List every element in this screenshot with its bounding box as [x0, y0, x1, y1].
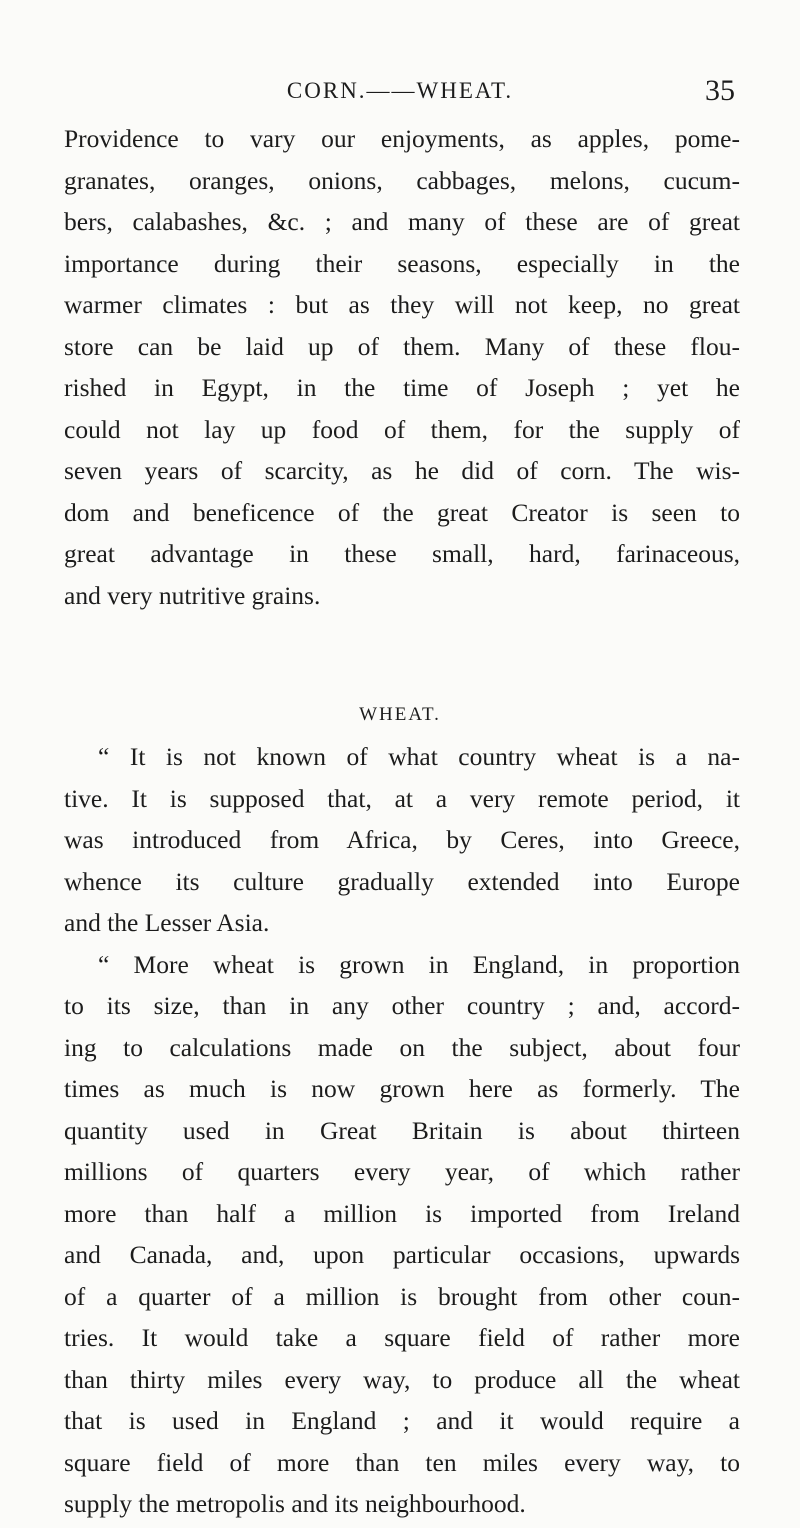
- text-line: and Canada, and, upon particular occasions, upwards: [64, 1240, 740, 1269]
- section-heading: WHEAT.: [359, 704, 441, 725]
- text-line: dom and beneficence of the great Creator is seen to: [64, 497, 740, 527]
- text-line: store can be laid up of them. Many of these flou-: [64, 331, 740, 361]
- text-line: of a quarter of a million is brought from other coun-: [64, 1281, 740, 1311]
- text-line: seven years of scarcity, as he did of corn. The wis-: [64, 456, 740, 485]
- text-line: and the Lesser Asia.: [64, 908, 270, 937]
- text-line: Providence to vary our enjoyments, as apples, pome-: [64, 124, 740, 153]
- text-line: “ It is not known of what country wheat is a na-: [98, 742, 740, 771]
- text-line: times as much is now grown here as formerly. The: [64, 1074, 740, 1103]
- text-line: “ More wheat is grown in England, in proportion: [98, 949, 740, 979]
- text-line: bers, calabashes, &c. ; and many of these are of great: [64, 207, 740, 236]
- page-number: 35: [705, 74, 735, 107]
- text-line: millions of quarters every year, of which rather: [64, 1157, 740, 1186]
- text-line: warmer climates : but as they will not keep, no great: [64, 290, 740, 319]
- text-line: importance during their seasons, especially in the: [64, 248, 740, 278]
- text-line: ing to calculations made on the subject, about four: [64, 1032, 740, 1062]
- text-line: that is used in England ; and it would require a: [64, 1406, 740, 1435]
- text-line: rished in Egypt, in the time of Joseph ; yet he: [64, 373, 740, 402]
- text-line: to its size, than in any other country ; and, accord-: [64, 991, 740, 1020]
- wheat-section-body: [64, 736, 740, 1525]
- text-line: than thirty miles every way, to produce all the wheat: [64, 1364, 740, 1394]
- text-line: could not lay up food of them, for the supply of: [64, 414, 740, 444]
- text-line: granates, oranges, onions, cabbages, melons, cucum-: [64, 165, 740, 195]
- text-line: whence its culture gradually extended into Europe: [64, 866, 740, 896]
- text-line: tive. It is supposed that, at a very remote period, it: [64, 783, 740, 813]
- text-line: square field of more than ten miles every way, to: [64, 1447, 740, 1477]
- text-line: was introduced from Africa, by Ceres, into Greece,: [64, 825, 740, 854]
- paragraph: [64, 944, 740, 1525]
- running-head: [0, 74, 800, 114]
- text-line: tries. It would take a square field of rather more: [64, 1323, 740, 1352]
- text-line: supply the metropolis and its neighbourhood.: [64, 1489, 526, 1518]
- paragraph-continued: [64, 118, 740, 616]
- text-line: great advantage in these small, hard, farinaceous,: [64, 539, 740, 568]
- running-title: CORN.——WHEAT.: [286, 78, 514, 103]
- text-line: and very nutritive grains.: [64, 580, 321, 610]
- paragraph: [64, 736, 740, 944]
- text-line: more than half a million is imported from Ireland: [64, 1198, 740, 1228]
- text-line: quantity used in Great Britain is about thirteen: [64, 1115, 740, 1145]
